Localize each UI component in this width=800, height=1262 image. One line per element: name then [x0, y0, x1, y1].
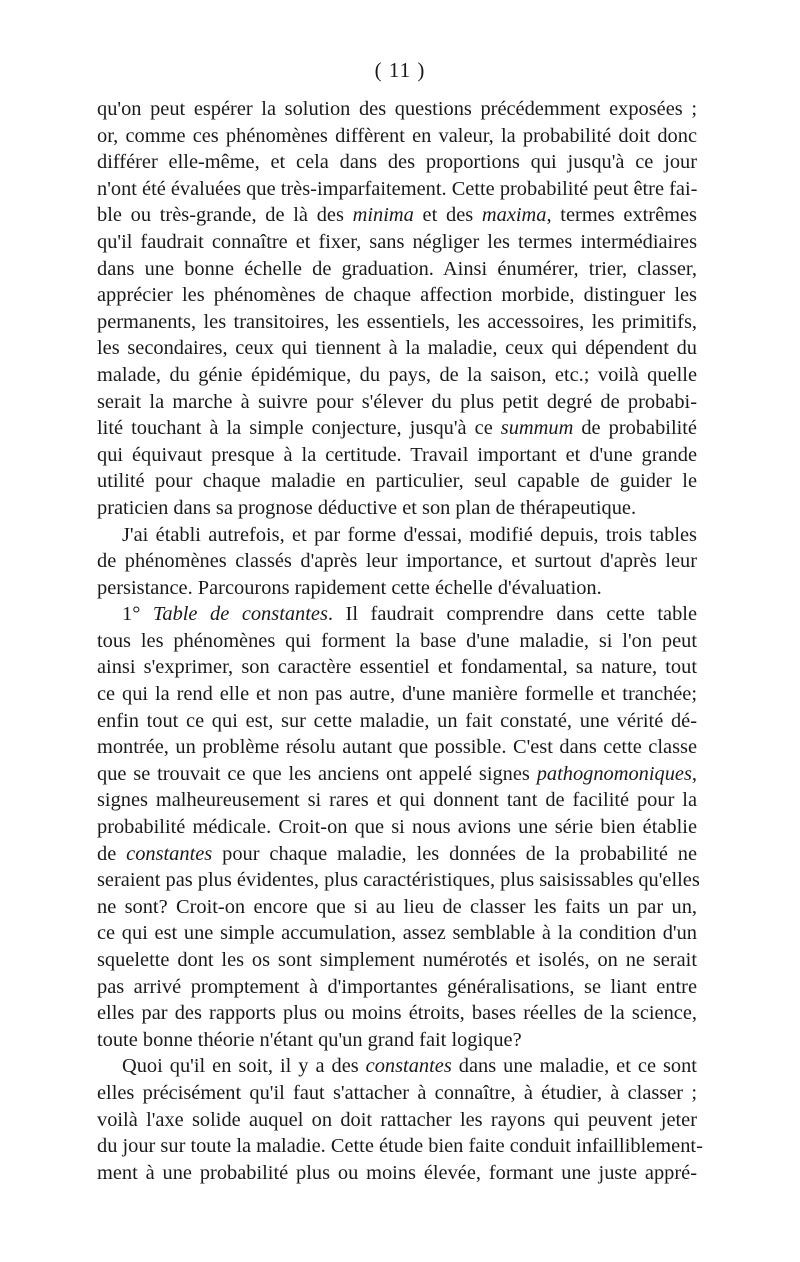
text-run: ce qui est une simple accumulation, assez semblable à la condition d'un [97, 922, 697, 945]
text-line [97, 628, 697, 655]
text-run: lité touchant à la simple conjecture, jusqu'à ce [97, 417, 501, 440]
text-line [97, 1053, 697, 1080]
text-run: elles précisément qu'il faut s'attacher à connaître, à étudier, à classer ; [97, 1081, 697, 1104]
text-line [97, 947, 697, 974]
text-line [97, 787, 697, 814]
text-run: de phénomènes classés d'après leur importance, et surtout d'après leur [97, 550, 697, 573]
text-line [97, 522, 697, 549]
paragraph [97, 601, 700, 1053]
text-run: squelette dont les os sont simplement numérotés et isolés, on ne serait [97, 949, 697, 971]
text-line [97, 1107, 697, 1134]
text-line [97, 814, 697, 841]
text-run: , [691, 762, 697, 785]
text-line [97, 1133, 703, 1160]
text-run: elles par des rapports plus ou moins étroits, bases réelles de la science, [97, 1002, 697, 1025]
text-line [97, 468, 697, 495]
text-run: différer elle-même, et cela dans des proportions qui jusqu'à ce jour [97, 151, 697, 174]
text-line [97, 867, 700, 894]
text-line [97, 282, 697, 309]
text-run: malade, du génie épidémique, du pays, de la saison, etc.; voilà quelle [97, 363, 697, 386]
text-run: signes malheureusement si rares et qui donnent tant de facilité pour la [97, 789, 697, 812]
text-run: tous les phénomènes qui forment la base d'une maladie, si l'on peut [97, 629, 697, 652]
text-run: de [97, 842, 127, 865]
text-run: praticien dans sa prognose déductive et son plan de thérapeutique. [97, 496, 637, 519]
italic-term: constantes [365, 1055, 452, 1078]
text-run: ment à une probabilité plus ou moins élevée, formant une juste appré- [97, 1161, 697, 1184]
text-run: or, comme ces phénomènes diffèrent en valeur, la probabilité doit donc [97, 124, 697, 147]
text-line [97, 1027, 697, 1054]
text-run: et des [413, 204, 482, 227]
text-run: dans une maladie, et ce sont [451, 1055, 697, 1078]
text-line [97, 202, 697, 229]
text-run: ainsi s'exprimer, son caractère essentiel et fondamental, sa nature, tout [97, 656, 697, 679]
italic-term: summum [500, 417, 574, 440]
text-run: toute bonne théorie n'étant qu'un grand fait logique? [97, 1028, 522, 1051]
text-run: persistance. Parcourons rapidement cette échelle d'évaluation. [97, 576, 602, 599]
text-run: apprécier les phénomènes de chaque affection morbide, distinguer les [97, 284, 697, 307]
text-line [97, 123, 697, 150]
text-line [97, 920, 697, 947]
italic-term: minima [352, 204, 414, 227]
text-line [97, 415, 697, 442]
body-text [97, 96, 703, 1186]
text-line [97, 389, 697, 416]
page-number: ( 11 ) [374, 58, 426, 82]
text-line [97, 1160, 697, 1187]
italic-term: maxima [481, 204, 547, 227]
text-run: permanents, les transitoires, les essentiels, les accessoires, les primitifs, [97, 310, 697, 333]
text-run: n'ont été évaluées que très-imparfaitement. Cette probabilité peut être fai- [97, 177, 698, 200]
text-run: , termes extrêmes [546, 204, 697, 227]
text-line [97, 734, 697, 761]
text-line [97, 974, 697, 1001]
paragraph [97, 96, 697, 522]
text-run: que se trouvait ce que les anciens ont appelé signes [97, 762, 537, 785]
text-line [97, 335, 697, 362]
text-run: pas arrivé promptement à d'importantes généralisations, se liant entre [97, 975, 697, 998]
text-run: probabilité médicale. Croit-on que si nous avions une série bien établie [97, 816, 697, 839]
italic-term: pathognomoniques [536, 762, 692, 785]
text-run: qu'il faudrait connaître et fixer, sans négliger les termes intermédiaires [97, 230, 697, 253]
text-line [97, 654, 697, 681]
text-run: montrée, un problème résolu autant que possible. C'est dans cette classe [97, 736, 697, 759]
text-run: du jour sur toute la maladie. Cette étude bien faite conduit infailliblement- [97, 1135, 703, 1158]
text-run: Quoi qu'il en soit, il y a des [122, 1055, 366, 1078]
text-run: serait la marche à suivre pour s'élever du plus petit degré de probabi- [97, 390, 697, 413]
text-line [97, 149, 697, 176]
text-line [97, 601, 697, 628]
text-line [97, 894, 697, 921]
text-run: les secondaires, ceux qui tiennent à la maladie, ceux qui dépendent du [97, 337, 697, 360]
text-run: ce qui la rend elle et non pas autre, d'une manière formelle et tranchée; [97, 683, 697, 706]
text-line [97, 309, 697, 336]
text-line [97, 229, 697, 256]
text-run: qui équivaut presque à la certitude. Travail important et d'une grande [97, 443, 697, 466]
paragraph [97, 522, 697, 602]
text-run: dans une bonne échelle de graduation. Ainsi énumérer, trier, classer, [97, 257, 697, 280]
text-line [97, 681, 697, 708]
text-run: pour chaque maladie, les données de la probabilité ne [212, 842, 697, 865]
italic-term: Table de constantes [152, 603, 328, 626]
text-line [97, 575, 697, 602]
text-run: 1° [122, 603, 153, 626]
italic-term: constantes [126, 842, 213, 865]
text-run: ble ou très-grande, de là des [97, 204, 353, 227]
text-run: J'ai établi autrefois, et par forme d'essai, modifié depuis, trois tables [122, 523, 697, 546]
text-run: de probabilité [573, 417, 697, 440]
text-line [97, 495, 697, 522]
text-line [97, 841, 697, 868]
text-line [97, 761, 697, 788]
text-line [97, 362, 697, 389]
text-line [97, 256, 697, 283]
text-run: qu'on peut espérer la solution des questions précédemment exposées ; [97, 98, 697, 120]
text-run: enfin tout ce qui est, sur cette maladie, un fait constaté, une vérité dé- [97, 709, 697, 732]
text-line [97, 1000, 697, 1027]
text-line [97, 176, 697, 203]
text-run: utilité pour chaque maladie en particulier, seul capable de guider le [97, 470, 697, 493]
text-line [97, 442, 697, 469]
text-line [97, 1080, 697, 1107]
text-run: ne sont? Croit-on encore que si au lieu de classer les faits un par un, [97, 895, 697, 918]
text-run: voilà l'axe solide auquel on doit rattacher les rayons qui peuvent jeter [97, 1108, 697, 1131]
text-line [97, 548, 697, 575]
text-run: . Il faudrait comprendre dans cette table [327, 603, 697, 626]
text-line [97, 96, 697, 123]
paragraph [97, 1053, 703, 1186]
text-line [97, 708, 697, 735]
text-run: seraient pas plus évidentes, plus caractéristiques, plus saisissables qu'elles [97, 869, 700, 892]
